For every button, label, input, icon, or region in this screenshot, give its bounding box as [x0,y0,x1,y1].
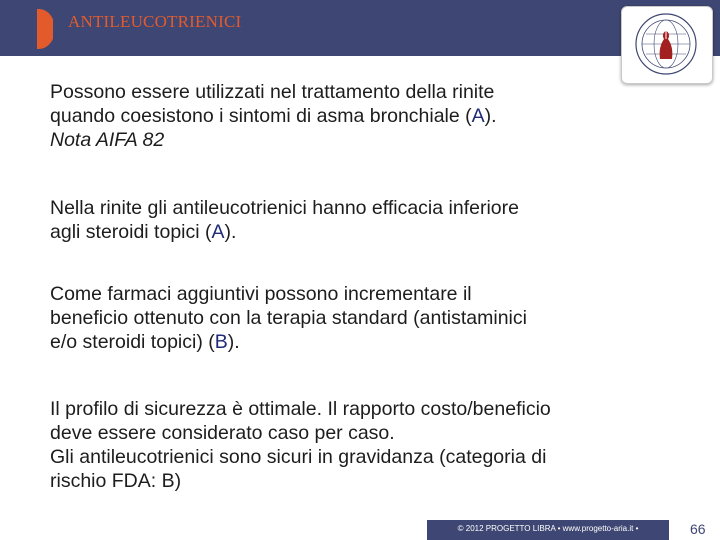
paragraph-3-line-3: e/o steroidi topici) ( [50,331,215,353]
paragraph-2-line-2-end: ). [224,221,237,243]
paragraph-1-line-2-end: ). [484,105,497,127]
evidence-grade: B [214,331,228,353]
paragraph-4-line-4: rischio FDA: B) [50,470,182,492]
paragraph-4 [50,397,551,493]
paragraph-4-line-3: Gli antileucotrienici sono sicuri in gravidanza (categoria di [50,446,547,468]
paragraph-3-line-1: Come farmaci aggiuntivi possono incrementare il [50,283,472,305]
aria-logo [621,6,713,84]
footer-bar [427,520,669,540]
paragraph-3 [50,282,527,354]
evidence-grade: A [211,221,225,243]
paragraph-1-line-2: quando coesistono i sintomi di asma bronchiale ( [50,105,472,127]
slide-header [0,0,720,56]
page-number: 66 [690,521,706,537]
paragraph-2-line-1: Nella rinite gli antileucotrienici hanno efficacia inferiore [50,197,519,219]
footer-copyright: © 2012 PROGETTO LIBRA • www.progetto-aria.it • [457,524,639,533]
slide-title: ANTILEUCOTRIENICI [68,12,242,31]
paragraph-1-line-1: Possono essere utilizzati nel trattamento della rinite [50,81,495,103]
paragraph-4-line-2: deve essere considerato caso per caso. [50,422,395,444]
paragraph-2-line-2: agli steroidi topici ( [50,221,212,243]
paragraph-3-line-2: beneficio ottenuto con la terapia standard (antistaminici [50,307,527,329]
evidence-grade: A [471,105,485,127]
paragraph-3-line-3-end: ). [227,331,240,353]
half-circle-accent-icon [37,9,53,49]
paragraph-4-line-1: Il profilo di sicurezza è ottimale. Il rapporto costo/beneficio [50,398,551,420]
globe-icon [622,7,712,83]
aifa-note: Nota AIFA 82 [50,129,165,151]
paragraph-2 [50,196,519,244]
paragraph-1 [50,80,497,152]
